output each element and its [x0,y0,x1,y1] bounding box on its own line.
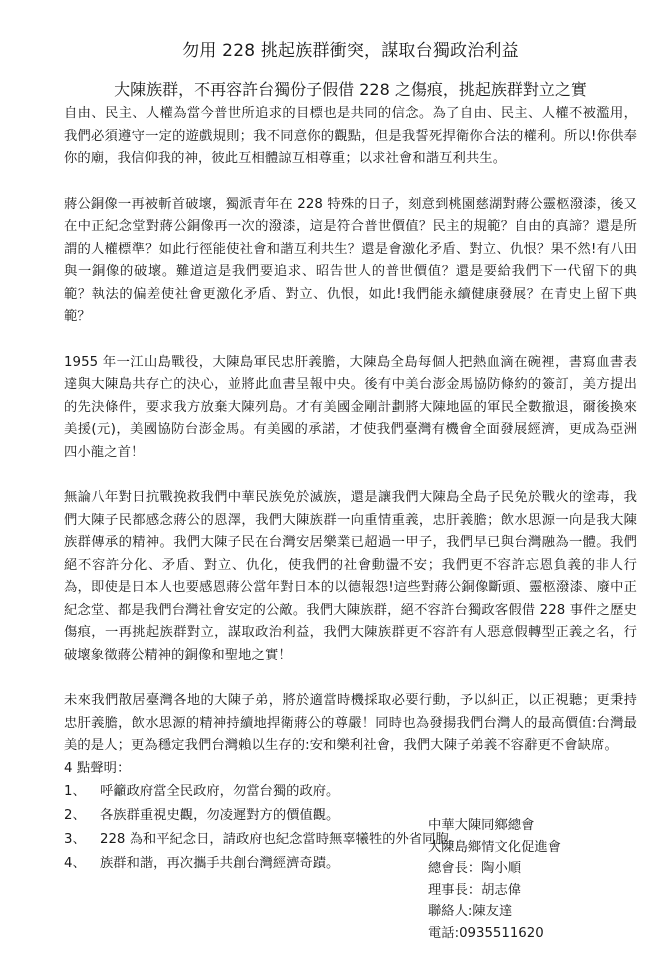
paragraph-spacer [64,171,637,194]
paragraph-spacer [64,667,637,690]
paragraph-3: 1955 年一江山島戰役，大陳島軍民忠肝義膽，大陳島全島每個人把熱血滴在碗裡，書寫血書表達與大陳島共存亡的決心，並將此血書呈報中央。後有中美台澎金馬協防條約的簽訂，美方提出的先決條件，要求我方放棄大陳列島。才有美國金剛計劃將大陳地區的軍民全數撤退，爾後換來美援(元)，美國協防台澎金馬。有美國的承諾，才使我們臺灣有機會全面發展經濟，更成為亞洲四小龍之首！ [64,354,637,460]
list-item-text: 228 為和平紀念日，請政府也紀念當時無辜犧牲的外省同胞。 [100,832,463,847]
signature-phone: 電話:0935511620 [428,925,544,941]
list-item-text: 呼籲政府當全民政府，勿當台獨的政府。 [100,784,340,799]
paragraph-spacer [64,464,637,487]
list-item-text: 各族群重視史觀，勿凌遲對方的價值觀。 [100,808,340,823]
signature-org-1: 中華大陳同鄉總會 [428,818,535,833]
paragraph-spacer [64,329,637,352]
list-item-number: 3、 [64,832,86,847]
paragraph-1: 自由、民主、人權為當今普世所追求的目標也是共同的信念。為了自由、民主、人權不被濫用，我們必須遵守一定的遊戲規則；我不同意你的觀點，但是我誓死捍衛你合法的權利。所以!你供奉你的廟，我信仰我的神，彼此互相體諒互相尊重；以求社會和諧互利共生。 [64,106,637,166]
statement-heading: 4 點聲明： [64,760,131,776]
document-title: 勿用 228 挑起族群衝突，謀取台獨政治利益 [182,41,519,61]
signature-contact: 聯絡人:陳友達 [428,904,513,919]
list-item-text: 族群和諧，再次攜手共創台灣經濟奇蹟。 [100,856,340,871]
list-item-number: 4、 [64,856,86,871]
paragraph-2: 蔣公銅像一再被斬首破壞，獨派青年在 228 特殊的日子，刻意到桃園慈湖對蔣公靈柩潑漆，後又在中正紀念堂對蔣公銅像再一次的潑漆，這是符合普世價值？民主的規範？自由的真諦？還是所謂的人權標準？如此行徑能使社會和諧互利共生？還是會激化矛盾、對立、仇恨？果不然!有八田與一銅像的破壞。難道這是我們要追求、昭告世人的普世價值？還是要給我們下一代留下的典範？執法的偏差使社會更激化矛盾、對立、仇恨，如此!我們能永續健康發展？在青史上留下典範？ [64,196,637,324]
signature-chairman: 理事長：胡志偉 [428,882,522,898]
signature-president: 總會長：陶小順 [428,861,522,876]
list-item [64,780,637,804]
paragraph-4: 無論八年對日抗戰挽救我們中華民族免於滅族，還是讓我們大陳島全島子民免於戰火的塗毒，我們大陳子民都感念蔣公的恩澤，我們大陳族群一向重情重義，忠肝義膽；飲水思源一向是我大陳族群傳承的精神。我們大陳子民在台灣安居樂業已超過一甲子，我們早已與台灣融為一體。我們絕不容許分化、矛盾、對立、仇化，使我們的社會動盪不安；我們更不容許忘恩負義的非人行為，即使是日本人也要感恩蔣公當年對日本的以德報怨!這些對蔣公銅像斷頭、靈柩潑漆、廢中正紀念堂、都是我們台灣社會安定的公敵。我們大陳族群，絕不容許台獨政客假借 228 事件之歷史傷痕，一再挑起族群對立，謀取政治利益，我們大陳族群更不容許有人惡意假轉型正義之名，行破壞象徵蔣公精神的銅像和聖地之實！ [64,490,637,663]
list-item-number: 2、 [64,808,86,823]
paragraph-5: 未來我們散居臺灣各地的大陳子弟，將於適當時機採取必要行動，予以糾正，以正視聽；更秉持忠肝義膽，飲水思源的精神持續地捍衛蔣公的尊嚴！同時也為發揚我們台灣人的最高價值:台灣最美的是人；更為穩定我們台灣賴以生存的:安和樂利社會，我們大陳子弟義不容辭更不會缺席。 [64,693,637,753]
document-subtitle: 大陳族群，不再容許台獨份子假借 228 之傷痕，挑起族群對立之實 [114,80,587,99]
signature-org-2: 大陳島鄉情文化促進會 [428,839,561,855]
list-item-number: 1、 [64,784,86,799]
signature-block [428,815,561,944]
